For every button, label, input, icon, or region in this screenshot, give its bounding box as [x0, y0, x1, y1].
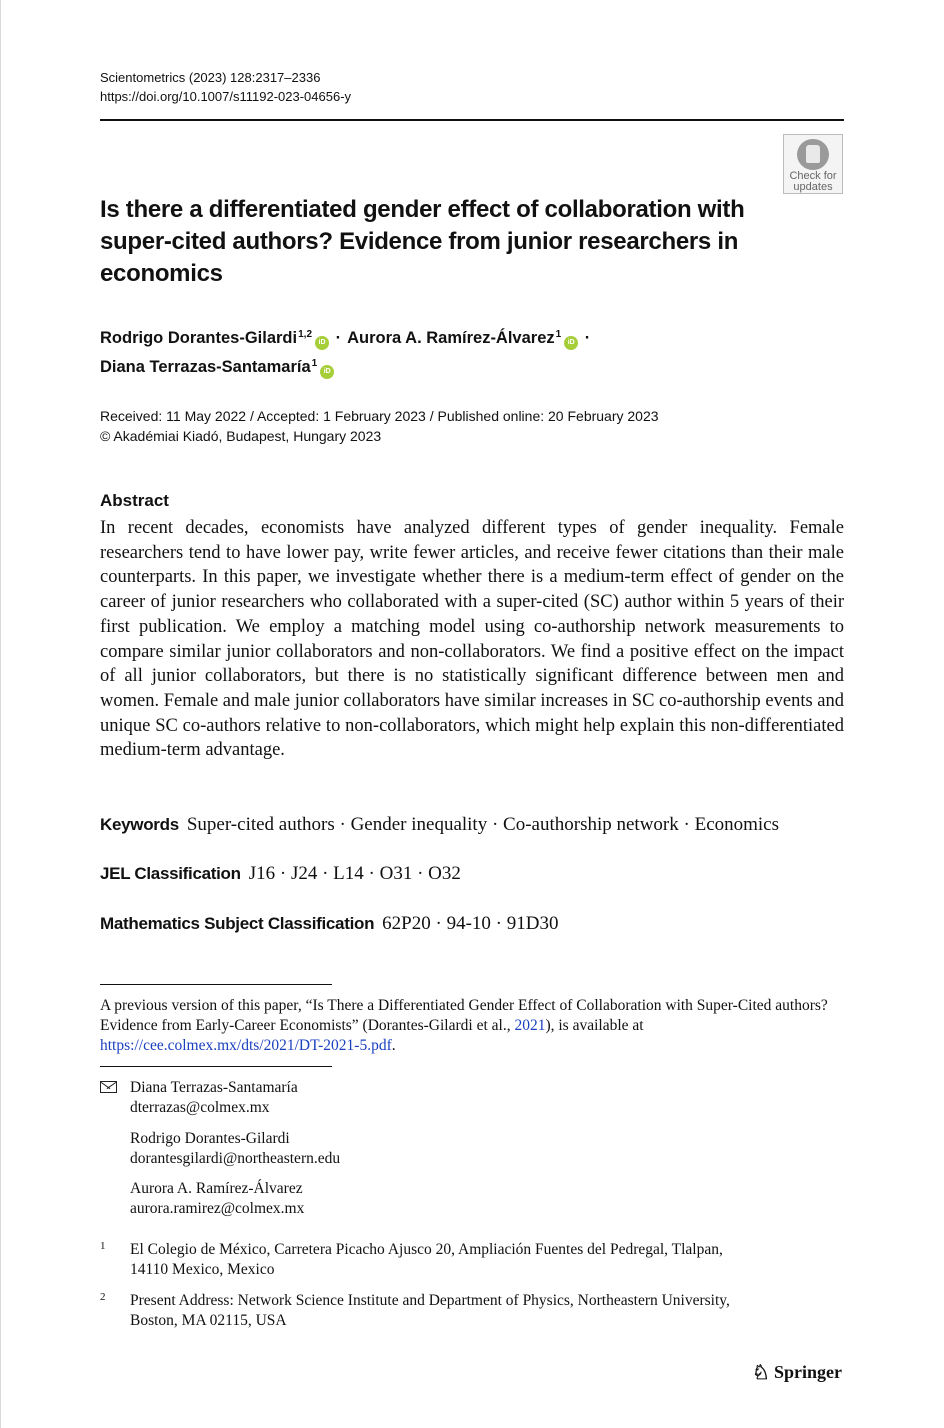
affiliation-line: Boston, MA 02115, USA	[130, 1312, 287, 1329]
history-dates: Received: 11 May 2022 / Accepted: 1 February 2023 / Published online: 20 February 2023	[100, 408, 659, 424]
article-title: Is there a differentiated gender effect of collaboration with super-cited authors? Evidence from junior researchers in economics	[100, 196, 745, 287]
contact-name: Aurora A. Ramírez-Álvarez	[130, 1180, 303, 1197]
author-affil: 1	[555, 329, 562, 340]
orcid-icon[interactable]: iD	[320, 365, 334, 379]
copyright: © Akadémiai Kiadó, Budapest, Hungary 2023	[100, 428, 382, 444]
page-edge	[0, 0, 1, 1428]
footnote-text: .	[391, 1037, 396, 1054]
author-separator: ·	[335, 329, 342, 347]
jel-value: J16 · J24 · L14 · O31 · O32	[248, 863, 461, 884]
keywords-label: Keywords	[100, 815, 179, 834]
abstract-heading: Abstract	[100, 491, 169, 510]
contact-name: Diana Terrazas-Santamaría	[130, 1079, 298, 1096]
orcid-icon[interactable]: iD	[564, 336, 578, 350]
check-updates-label: Check for updates	[789, 170, 837, 193]
footnote-text: A previous version of this paper, “Is There a Differentiated Gender Effect of Collaboration with Super-Cited authors? Evidence from Early-Career Economists” (Dorantes-Gilardi et al.,	[100, 997, 828, 1034]
paper-url-link[interactable]: https://cee.colmex.mx/dts/2021/DT-2021-5.pdf	[100, 1037, 392, 1054]
header-rule	[100, 119, 844, 121]
contact-email[interactable]: dterrazas@colmex.mx	[130, 1099, 270, 1116]
affiliation-line: 14110 Mexico, Mexico	[130, 1261, 275, 1278]
msc-classification	[100, 912, 860, 936]
publisher-name: Springer	[773, 1362, 842, 1382]
author-name: Rodrigo Dorantes-Gilardi	[100, 329, 298, 347]
affiliation-line: Present Address: Network Science Institute and Department of Physics, Northeastern University,	[130, 1292, 730, 1309]
citation: Scientometrics (2023) 128:2317–2336	[100, 70, 321, 85]
author-affil: 1,2	[298, 329, 313, 340]
contact-email[interactable]: dorantesgilardi@northeastern.edu	[130, 1150, 341, 1167]
keywords	[100, 813, 860, 837]
author-separator: ·	[584, 329, 591, 347]
springer-horse-icon: ♘	[752, 1362, 770, 1384]
orcid-icon[interactable]: iD	[315, 336, 329, 350]
msc-label: Mathematics Subject Classification	[100, 914, 375, 933]
affiliation-number: 1	[100, 1240, 106, 1252]
publication-dates	[100, 406, 659, 446]
envelope-icon	[100, 1081, 117, 1093]
citation-link[interactable]: 2021	[514, 1017, 546, 1034]
footnote-rule	[100, 1066, 332, 1067]
author-list	[100, 322, 800, 380]
footnote-rule	[100, 984, 332, 985]
keywords-value: Super-cited authors · Gender inequality · Co-authorship network · Economics	[186, 814, 780, 835]
jel-classification	[100, 862, 860, 886]
author-name: Diana Terrazas-Santamaría	[100, 358, 311, 376]
contact-name: Rodrigo Dorantes-Gilardi	[130, 1130, 290, 1147]
bookmark-icon	[797, 139, 829, 170]
doi-link[interactable]: https://doi.org/10.1007/s11192-023-04656-y	[100, 89, 352, 104]
footnote	[100, 996, 844, 1056]
contact-email[interactable]: aurora.ramirez@colmex.mx	[130, 1200, 305, 1217]
springer-logo	[752, 1360, 842, 1385]
msc-value: 62P20 · 94-10 · 91D30	[382, 913, 559, 934]
journal-header	[100, 68, 351, 106]
affiliation-number: 2	[100, 1291, 106, 1303]
abstract-text: In recent decades, economists have analyzed different types of gender inequality. Female researchers tend to have lower pay, write fewer articles, and receive fewer citations than their male counterparts. In this paper, we investigate whether there is a medium-term effect of gender on the career of junior researchers who collaborated with a super-cited (SC) author within 5 years of their first publication. We employ a matching model using co-authorship network measurements to compare similar junior collaborators and non-collaborators. We find a positive effect on the impact of all junior collaborators, but there is no statistically significant difference between men and women. Female and male junior collaborators have similar increases in SC co-authorship events and unique SC co-authors relative to non-collaborators, which might help explain this non-differentiated medium-term advantage.	[100, 518, 844, 761]
affiliation-line: El Colegio de México, Carretera Picacho Ajusco 20, Ampliación Fuentes del Pedregal, Tlalpan,	[130, 1241, 723, 1258]
author-name: Aurora A. Ramírez-Álvarez	[347, 329, 555, 347]
footnote-text: ), is available at	[545, 1017, 644, 1034]
check-for-updates-button[interactable]	[783, 134, 843, 194]
jel-label: JEL Classification	[100, 864, 241, 883]
author-affil: 1	[311, 358, 318, 369]
